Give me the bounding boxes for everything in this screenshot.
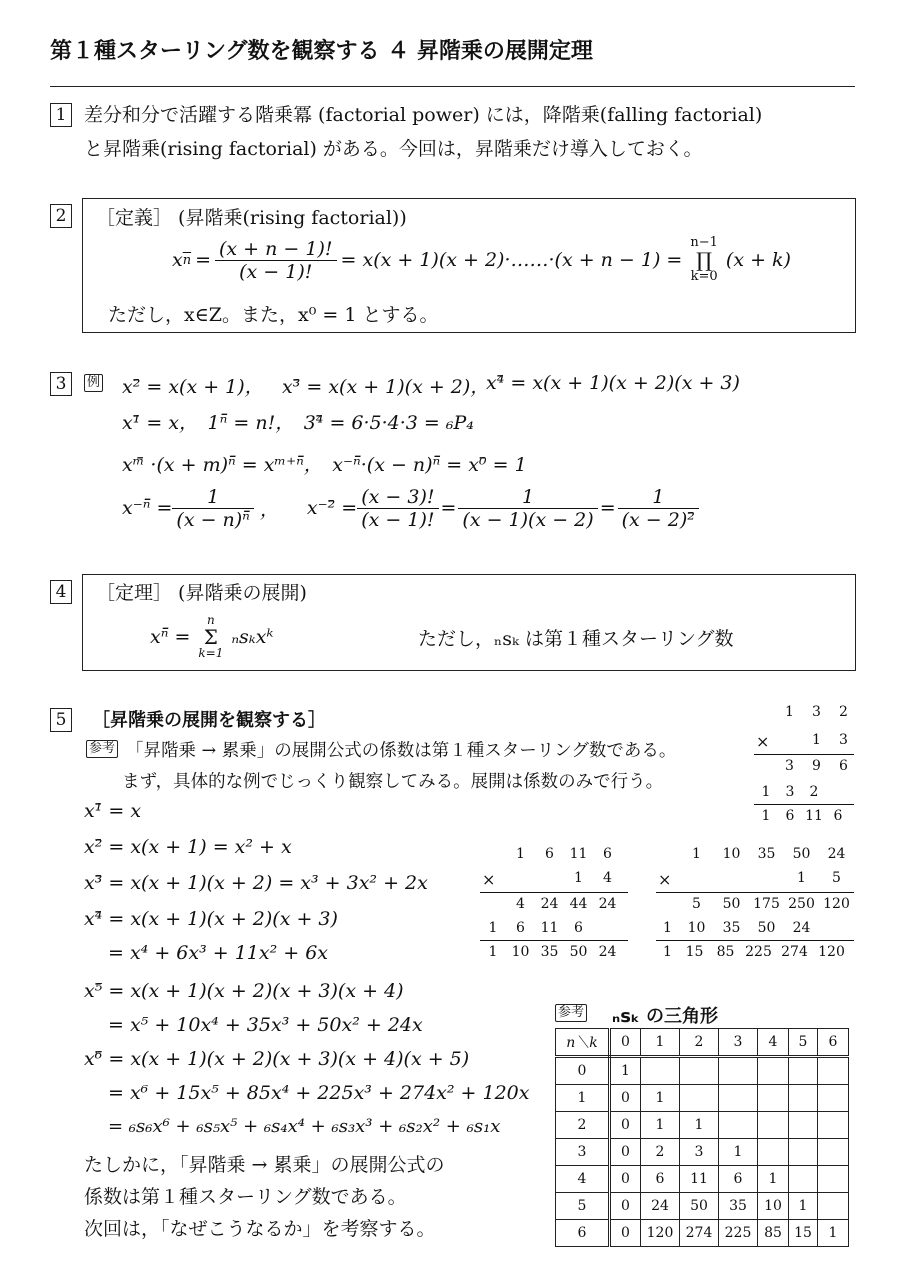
- ex4-b-num: (x − 3)!: [357, 486, 438, 509]
- table-row: [556, 1220, 849, 1247]
- example-line-1a: x²̄ = x(x + 1)，: [122, 376, 264, 398]
- ex4-b-frac: [357, 486, 438, 531]
- sum-operator: [194, 614, 227, 660]
- formula-middle: = x(x + 1)(x + 2)·……·(x + n − 1) =: [340, 249, 683, 271]
- table-cell: 0: [610, 1166, 641, 1193]
- formula-eq: =: [195, 249, 212, 271]
- table-row: [556, 1112, 849, 1139]
- calc-a-r1: 3: [812, 704, 821, 720]
- calc-a-times: ×: [756, 732, 770, 751]
- calc-c-r4: 1: [663, 920, 672, 936]
- table-cell: 3: [680, 1139, 719, 1166]
- expansion-6c: = ₆s₆x⁶ + ₆s₅x⁵ + ₆s₄x⁴ + ₆s₃x³ + ₆s₂x² + ₆s₁x: [108, 1116, 501, 1137]
- row-header: 5: [556, 1193, 610, 1220]
- ex4-d-num: 1: [618, 486, 699, 509]
- expansion-4a: x⁴̄ = x(x + 1)(x + 2)(x + 3): [84, 908, 338, 930]
- calc-a-line-2: [754, 804, 854, 805]
- row-header: 2: [556, 1112, 610, 1139]
- stirling-triangle-table: [555, 1028, 849, 1247]
- ex4-c-frac: [458, 486, 597, 531]
- calc-a-r1: 1: [785, 704, 794, 720]
- theorem-heading: ［定理］ (昇階乗の展開): [96, 582, 307, 604]
- product-body: (x + k): [725, 249, 791, 271]
- calc-b-line-1: [480, 892, 628, 893]
- ex4-eq-2: =: [599, 497, 616, 519]
- expansion-4b: = x⁴ + 6x³ + 11x² + 6x: [108, 942, 329, 964]
- calc-b-r4: 1: [488, 920, 498, 936]
- row-header: 4: [556, 1166, 610, 1193]
- sum-body: ₙsₖxᵏ: [231, 626, 274, 648]
- table-cell: [719, 1112, 758, 1139]
- table-cell: 1: [789, 1193, 818, 1220]
- ex4-a-num: 1: [172, 486, 253, 509]
- section-5-heading: ［昇階乗の展開を観察する］: [92, 710, 326, 731]
- table-cell: [818, 1193, 849, 1220]
- table-cell: 0: [610, 1193, 641, 1220]
- calc-c-r1: 50: [792, 846, 811, 862]
- table-cell: 6: [719, 1166, 758, 1193]
- table-cell: 35: [719, 1193, 758, 1220]
- product-operator: [686, 236, 722, 284]
- calc-c-r5: 274: [781, 944, 808, 960]
- calc-c-r5: 85: [716, 944, 735, 960]
- calc-b-r4: 6: [574, 920, 583, 936]
- section-number-4: 4: [50, 580, 72, 604]
- section-number-5: 5: [50, 708, 72, 732]
- table-cell: 225: [719, 1220, 758, 1247]
- row-header: 6: [556, 1220, 610, 1247]
- conclusion-line-3: 次回は，「なぜこうなるか」を考察する。: [84, 1218, 436, 1240]
- calc-a-r4: 1: [761, 784, 771, 800]
- reference-tag: 参考: [86, 740, 118, 758]
- table-cell: [758, 1085, 789, 1112]
- example-line-1b: x³̄ = x(x + 1)(x + 2)，: [282, 376, 490, 398]
- ex4-c-num: 1: [458, 486, 597, 509]
- table-row: [556, 1166, 849, 1193]
- calc-c-r3: 175: [753, 896, 780, 912]
- calc-c-r4: 50: [757, 920, 776, 936]
- sum-upper: n: [206, 613, 215, 627]
- row-header: 3: [556, 1139, 610, 1166]
- example-line-2: x¹̄ = x， 1ⁿ̄ = n!， 3⁴̄ = 6·5·4·3 = ₆P₄: [122, 412, 474, 434]
- table-cell: [680, 1057, 719, 1085]
- table-cell: [818, 1139, 849, 1166]
- calc-c-r5: 120: [818, 944, 845, 960]
- expansion-6a: x⁶̄ = x(x + 1)(x + 2)(x + 3)(x + 4)(x + 5): [84, 1048, 470, 1070]
- ex4-d-frac: [618, 486, 699, 531]
- calc-a-r5: 11: [805, 808, 823, 824]
- calc-b-r5: 10: [511, 944, 530, 960]
- fraction-denominator: (x − 1)!: [239, 260, 313, 283]
- ex4-a-frac: [172, 486, 253, 531]
- calc-c-r3: 250: [788, 896, 815, 912]
- table-cell: 0: [610, 1112, 641, 1139]
- section-number-2: 2: [50, 204, 72, 228]
- table-header-row: [556, 1029, 849, 1057]
- section-number-1: 1: [50, 103, 72, 127]
- calc-c-r5: 15: [685, 944, 704, 960]
- calc-a-line-1: [754, 754, 854, 755]
- ex4-b-den: (x − 1)!: [361, 508, 435, 531]
- calc-c-times: ×: [658, 870, 672, 889]
- row-header: 0: [556, 1057, 610, 1085]
- calc-c-r5: 1: [663, 944, 672, 960]
- calc-c-r5: 225: [745, 944, 772, 960]
- table-cell: [789, 1112, 818, 1139]
- row-header: 1: [556, 1085, 610, 1112]
- table-cell: 10: [758, 1193, 789, 1220]
- section-number-3: 3: [50, 372, 72, 396]
- calc-c-r2: 5: [832, 870, 841, 886]
- product-lower: k=0: [690, 269, 718, 284]
- sum-lower: k=1: [198, 646, 224, 660]
- calc-b-r5: 35: [540, 944, 559, 960]
- col-header: 3: [719, 1029, 758, 1057]
- ex4-a-lhs: x⁻ⁿ̄ =: [122, 497, 173, 519]
- calc-b-r2: 1: [574, 870, 583, 886]
- triangle-reference-tag: 参考: [555, 1004, 587, 1022]
- table-cell: 85: [758, 1220, 789, 1247]
- table-cell: [719, 1085, 758, 1112]
- calc-c-r4: 10: [687, 920, 706, 936]
- col-header: 6: [818, 1029, 849, 1057]
- calc-b-r1: 6: [545, 846, 554, 862]
- calc-c-r2: 1: [797, 870, 806, 886]
- table-cell: [789, 1139, 818, 1166]
- calc-b-r1: 11: [569, 846, 588, 862]
- example-line-3: xᵐ̄ ·(x + m)ⁿ̄ = xᵐ⁺ⁿ̄， x⁻ⁿ̄·(x − n)ⁿ̄ = x⁰̄ = 1: [122, 454, 527, 476]
- calc-b-r5: 1: [488, 944, 498, 960]
- calc-c-r1: 35: [757, 846, 776, 862]
- section-1-line-2: と昇階乗(rising factorial) がある。今回は，昇階乗だけ導入しておく。: [84, 138, 703, 160]
- table-row: [556, 1139, 849, 1166]
- calc-a: [754, 704, 854, 826]
- table-cell: 0: [610, 1220, 641, 1247]
- table-cell: 1: [758, 1166, 789, 1193]
- sum-symbol: Σ: [203, 625, 218, 649]
- calc-c: [656, 846, 854, 966]
- calc-c-line-2: [656, 940, 854, 941]
- table-cell: 24: [641, 1193, 680, 1220]
- definition-heading: ［定義］ (昇階乗(rising factorial)): [96, 207, 407, 229]
- calc-a-r2: 3: [839, 732, 848, 748]
- example-line-1c: x⁴̄ = x(x + 1)(x + 2)(x + 3): [486, 372, 740, 394]
- table-cell: [818, 1057, 849, 1085]
- section-5-line-2: まず，具体的な例でじっくり観察してみる。展開は係数のみで行う。: [122, 772, 664, 792]
- calc-c-r1: 24: [827, 846, 846, 862]
- table-cell: 15: [789, 1220, 818, 1247]
- table-cell: 1: [610, 1057, 641, 1085]
- formula-fraction: [215, 238, 337, 283]
- col-header: 0: [610, 1029, 641, 1057]
- calc-a-r5: 1: [761, 808, 771, 824]
- section-1-line-1: 差分和分で活躍する階乗冪 (factorial power) には，降階乗(falling factorial): [84, 104, 763, 126]
- table-cell: 0: [610, 1139, 641, 1166]
- calc-b-times: ×: [482, 870, 496, 889]
- ex4-b-lhs: x⁻²̄ =: [306, 497, 358, 519]
- col-header: 4: [758, 1029, 789, 1057]
- calc-a-r5: 6: [785, 808, 795, 824]
- table-cell: [818, 1166, 849, 1193]
- section-5-line-1: 「昇階乗 → 累乗」の展開公式の係数は第１種スターリング数である。: [126, 741, 677, 761]
- product-upper: n−1: [690, 235, 718, 250]
- table-cell: [789, 1057, 818, 1085]
- theorem-formula: [150, 610, 273, 664]
- product-symbol: ∏: [696, 248, 713, 272]
- table-cell: 1: [641, 1085, 680, 1112]
- table-cell: [789, 1085, 818, 1112]
- table-cell: [719, 1057, 758, 1085]
- definition-formula: [172, 232, 791, 288]
- table-row: [556, 1085, 849, 1112]
- table-cell: [641, 1057, 680, 1085]
- expansion-6b: = x⁶ + 15x⁵ + 85x⁴ + 225x³ + 274x² + 120x: [108, 1082, 530, 1104]
- table-cell: [758, 1057, 789, 1085]
- calc-c-r3: 5: [692, 896, 701, 912]
- formula-lhs-exp: $\overline{n}$: [182, 252, 192, 268]
- calc-b-r4: 11: [540, 920, 559, 936]
- calc-c-r3: 50: [722, 896, 741, 912]
- table-cell: 120: [641, 1220, 680, 1247]
- theorem-note: ただし，ₙsₖ は第１種スターリング数: [418, 628, 734, 650]
- triangle-table-wrap: [555, 1028, 849, 1247]
- conclusion-line-1: たしかに，「昇階乗 → 累乗」の展開公式の: [84, 1154, 445, 1176]
- table-cell: 11: [680, 1166, 719, 1193]
- calc-c-r4: 35: [722, 920, 741, 936]
- fraction-numerator: (x + n − 1)!: [215, 238, 337, 261]
- calc-b-r1: 1: [516, 846, 525, 862]
- calc-a-r1: 2: [839, 704, 848, 720]
- conclusion-line-2: 係数は第１種スターリング数である。: [84, 1186, 407, 1208]
- table-cell: 1: [818, 1220, 849, 1247]
- ex4-c-den: (x − 1)(x − 2): [462, 508, 594, 531]
- table-cell: 274: [680, 1220, 719, 1247]
- table-cell: 50: [680, 1193, 719, 1220]
- calc-b-r3: 44: [569, 896, 588, 912]
- page-title: 第１種スターリング数を観察する ４ 昇階乗の展開定理: [50, 39, 593, 64]
- col-header: 2: [680, 1029, 719, 1057]
- ex4-a-den: (x − n)ⁿ̄: [176, 508, 250, 531]
- table-cell: [758, 1112, 789, 1139]
- table-cell: 6: [641, 1166, 680, 1193]
- calc-a-r3: 9: [812, 758, 821, 774]
- example-tag: 例: [84, 374, 103, 392]
- formula-lhs-base: x: [172, 249, 183, 271]
- table-cell: [680, 1085, 719, 1112]
- ex4-sep: ，: [259, 498, 279, 521]
- table-cell: [789, 1166, 818, 1193]
- table-cell: [818, 1112, 849, 1139]
- table-cell: 1: [719, 1139, 758, 1166]
- calc-b-line-2: [480, 940, 628, 941]
- theorem-lhs: xⁿ̄ =: [150, 626, 191, 648]
- calc-b-r3: 4: [516, 896, 525, 912]
- calc-a-r4: 2: [809, 784, 819, 800]
- ex4-eq-1: =: [440, 497, 457, 519]
- calc-b-r3: 24: [540, 896, 559, 912]
- calc-a-r3: 3: [785, 758, 794, 774]
- expansion-3: x³̄ = x(x + 1)(x + 2) = x³ + 3x² + 2x: [84, 872, 428, 894]
- calc-a-r2: 1: [812, 732, 821, 748]
- table-row: [556, 1057, 849, 1085]
- calc-c-r1: 10: [722, 846, 741, 862]
- calc-b-r1: 6: [603, 846, 612, 862]
- table-cell: [758, 1139, 789, 1166]
- table-cell: 1: [641, 1112, 680, 1139]
- calc-b: [480, 846, 628, 966]
- calc-a-r4: 3: [785, 784, 795, 800]
- calc-c-r1: 1: [692, 846, 701, 862]
- expansion-5a: x⁵̄ = x(x + 1)(x + 2)(x + 3)(x + 4): [84, 980, 404, 1002]
- calc-c-line-1: [656, 892, 854, 893]
- ex4-d-den: (x − 2)²̄: [621, 508, 695, 531]
- calc-b-r2: 4: [603, 870, 612, 886]
- table-cell: 1: [680, 1112, 719, 1139]
- expansion-1: x¹̄ = x: [84, 800, 142, 822]
- calc-a-r3: 6: [839, 758, 848, 774]
- calc-b-r3: 24: [598, 896, 617, 912]
- table-corner: n＼k: [556, 1029, 610, 1057]
- calc-c-r3: 120: [823, 896, 850, 912]
- col-header: 5: [789, 1029, 818, 1057]
- calc-a-r5: 6: [833, 808, 843, 824]
- col-header: 1: [641, 1029, 680, 1057]
- calc-b-r5: 50: [569, 944, 588, 960]
- calc-b-r5: 24: [598, 944, 617, 960]
- expansion-5b: = x⁵ + 10x⁴ + 35x³ + 50x² + 24x: [108, 1014, 423, 1036]
- table-cell: 2: [641, 1139, 680, 1166]
- expansion-2: x²̄ = x(x + 1) = x² + x: [84, 836, 292, 858]
- table-cell: 0: [610, 1085, 641, 1112]
- example-line-4: [122, 480, 699, 536]
- definition-note: ただし，x∈Z。また，x⁰ = 1 とする。: [108, 304, 439, 326]
- table-row: [556, 1193, 849, 1220]
- calc-b-r4: 6: [516, 920, 525, 936]
- title-divider: [50, 86, 855, 87]
- triangle-title: ₙsₖ の三角形: [612, 1006, 718, 1027]
- calc-c-r4: 24: [792, 920, 811, 936]
- table-cell: [818, 1085, 849, 1112]
